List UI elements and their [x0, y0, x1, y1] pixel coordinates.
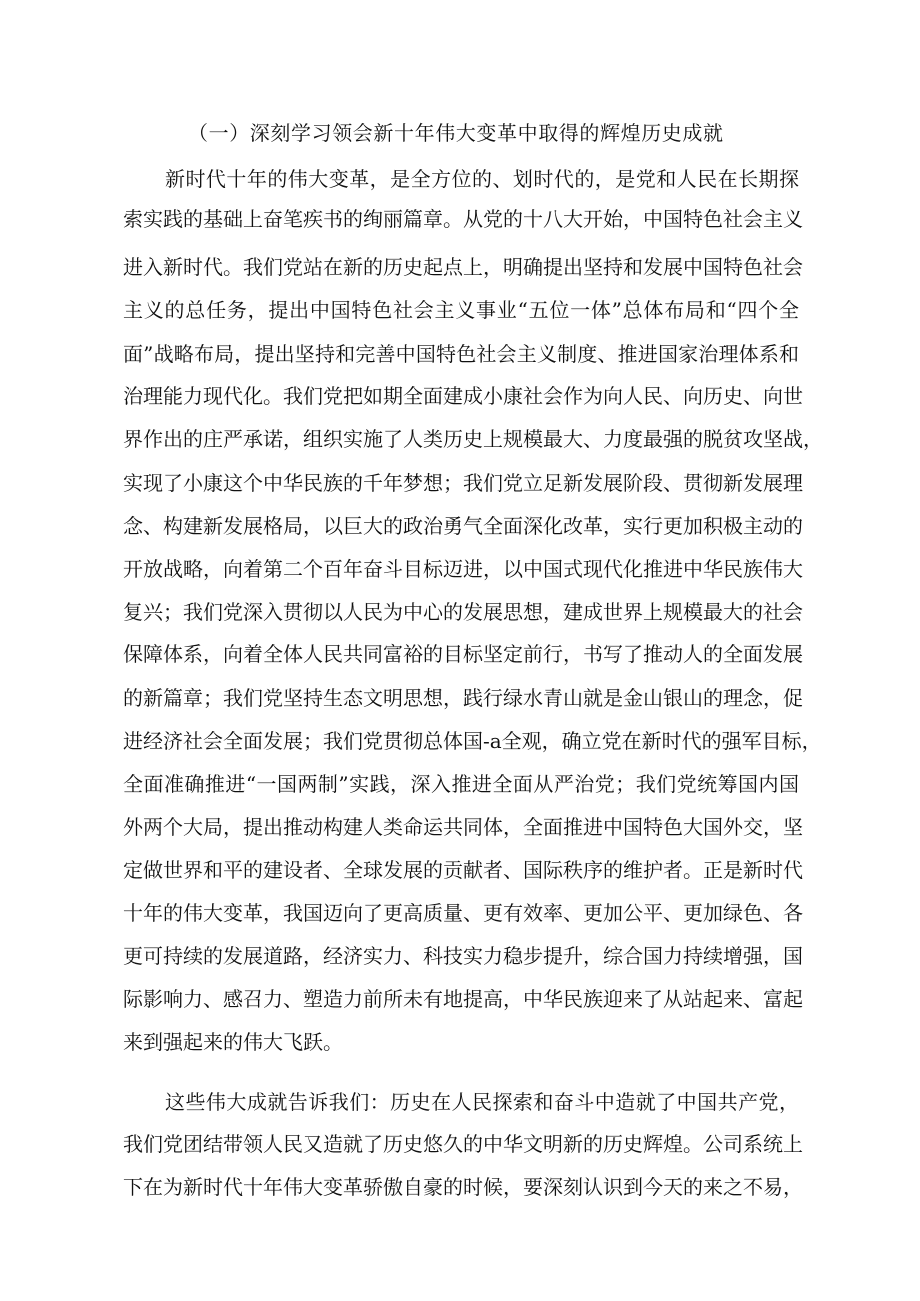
paragraph-line: 索实践的基础上奋笔疾书的绚丽篇章。从党的十八大开始，中国特色社会主义: [123, 207, 803, 231]
paragraph-line: 际影响力、感召力、塑造力前所未有地提高，中华民族迎来了从站起来、富起: [123, 987, 803, 1011]
paragraph-line: 更可持续的发展道路，经济实力、科技实力稳步提升，综合国力持续增强，国: [123, 944, 803, 968]
paragraph-line: 实现了小康这个中华民族的千年梦想；我们党立足新发展阶段、贯彻新发展理: [123, 471, 803, 495]
paragraph-line: 开放战略，向着第二个百年奋斗目标迈进，以中国式现代化推进中华民族伟大: [123, 557, 803, 581]
section-heading: （一）深刻学习领会新十年伟大变革中取得的辉煌历史成就: [188, 121, 724, 145]
paragraph-line: 复兴；我们党深入贯彻以人民为中心的发展思想，建成世界上规模最大的社会: [123, 600, 803, 624]
paragraph-line: 念、构建新发展格局，以巨大的政治勇气全面深化改革，实行更加积极主动的: [123, 514, 803, 538]
paragraph-line: 下在为新时代十年伟大变革骄傲自豪的时候，要深刻认识到今天的来之不易，: [123, 1175, 803, 1199]
paragraph-line: 外两个大局，提出推动构建人类命运共同体，全面推进中国特色大国外交，坚: [123, 815, 803, 839]
paragraph-line: 全面准确推进“一国两制”实践，深入推进全面从严治党；我们党统筹国内国: [123, 772, 799, 796]
paragraph-line: 主义的总任务，提出中国特色社会主义事业“五位一体”总体布局和“四个全: [123, 298, 799, 322]
paragraph-line: 这些伟大成就告诉我们：历史在人民探索和奋斗中造就了中国共产党，: [165, 1090, 799, 1114]
paragraph-line: 进经济社会全面发展；我们党贯彻总体国-a全观，确立党在新时代的强军目标，: [123, 729, 822, 753]
paragraph-line: 新时代十年的伟大变革，是全方位的、划时代的，是党和人民在长期探: [165, 167, 799, 191]
paragraph-line: 保障体系，向着全体人民共同富裕的目标坚定前行，书写了推动人的全面发展: [123, 642, 803, 666]
paragraph-line: 来到强起来的伟大飞跃。: [123, 1030, 343, 1054]
paragraph-line: 的新篇章；我们党坚持生态文明思想，践行绿水青山就是金山银山的理念，促: [123, 686, 803, 710]
paragraph-line: 我们党团结带领人民又造就了历史悠久的中华文明新的历史辉煌。公司系统上: [123, 1132, 803, 1156]
paragraph-line: 定做世界和平的建设者、全球发展的贡献者、国际秩序的维护者。正是新时代: [123, 858, 803, 882]
paragraph-line: 进入新时代。我们党站在新的历史起点上，明确提出坚持和发展中国特色社会: [123, 255, 803, 279]
paragraph-line: 界作出的庄严承诺，组织实施了人类历史上规模最大、力度最强的脱贫攻坚战，: [123, 427, 823, 451]
paragraph-line: 面”战略布局，提出坚持和完善中国特色社会主义制度、推进国家治理体系和: [123, 342, 799, 366]
paragraph-line: 十年的伟大变革，我国迈向了更高质量、更有效率、更加公平、更加绿色、各: [123, 901, 803, 925]
paragraph-line: 治理能力现代化。我们党把如期全面建成小康社会作为向人民、向历史、向世: [123, 384, 803, 408]
